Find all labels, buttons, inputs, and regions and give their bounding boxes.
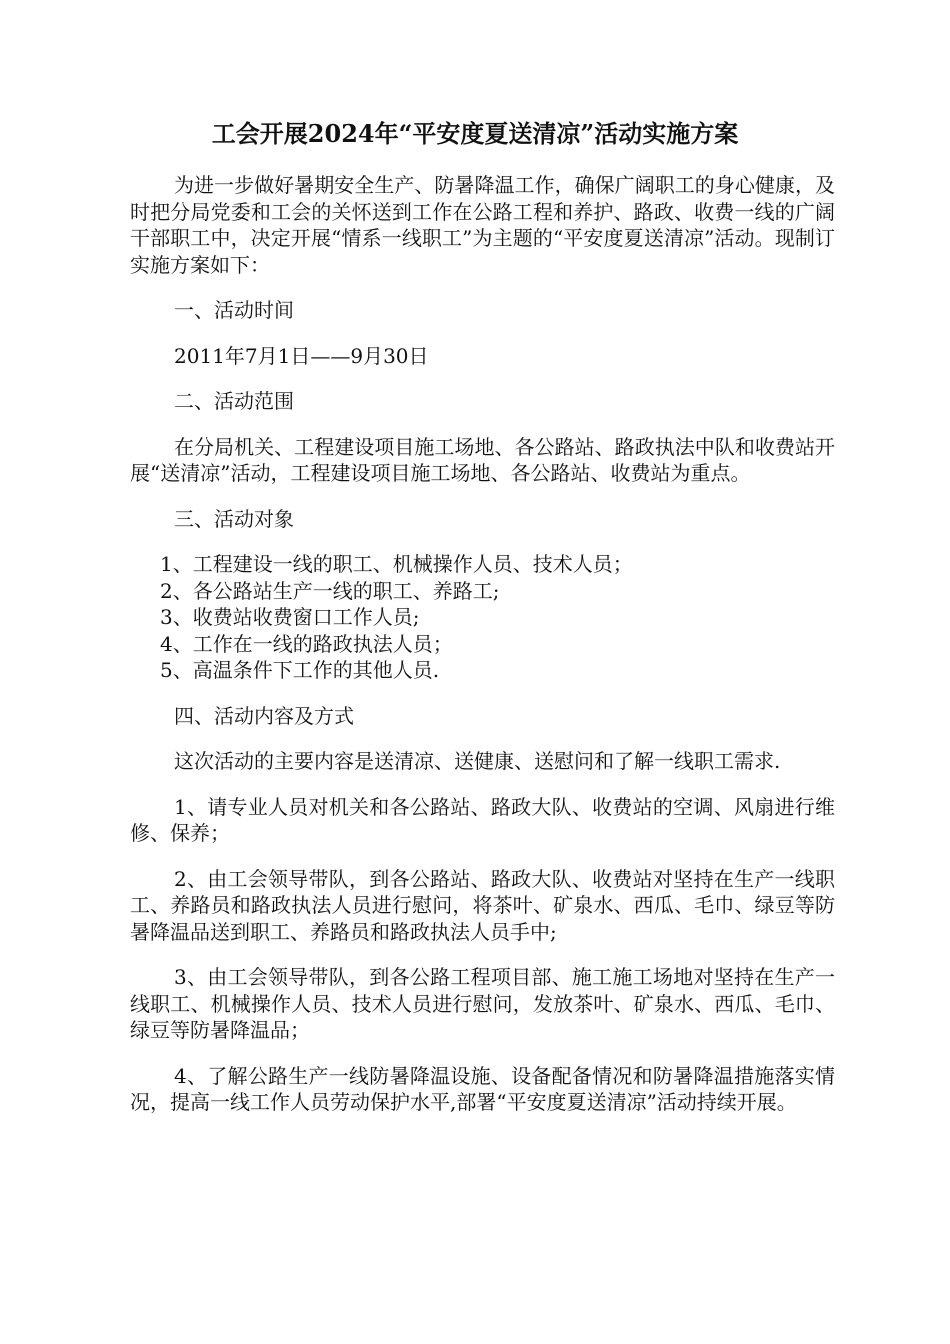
targets-list: [130, 551, 835, 684]
list-item: 3、收费站收费窗口工作人员;: [160, 605, 420, 629]
document-body: [130, 172, 835, 1135]
list-item: 4、工作在一线的路政执法人员；: [160, 631, 453, 656]
intro-paragraph: 为进一步做好暑期安全生产、防暑降温工作，确保广阔职工的身心健康，及时把分局党委和工会的关怀送到工作在公路工程和养护、路政、收费一线的广阔干部职工中，决定开展“情系一线职工”为主题的“平安度夏送清凉”活动。现制订实施方案如下：: [130, 173, 835, 277]
section-heading-scope: 二、活动范围: [174, 389, 294, 413]
content-item-paragraph: 3、由工会领导带队，到各公路工程项目部、施工施工场地对坚持在生产一线职工、机械操作人员、技术人员进行慰问，发放茶叶、矿泉水、西瓜、毛巾、绿豆等防暑降温品；: [130, 965, 835, 1042]
list-item: 1、工程建设一线的职工、机械操作人员、技术人员；: [160, 552, 633, 576]
activity-scope-text: 在分局机关、工程建设项目施工场地、各公路站、路政执法中队和收费站开展“送清凉”活动，工程建设项目施工场地、各公路站、收费站为重点。: [130, 434, 835, 485]
section-heading-time: 一、活动时间: [174, 298, 294, 322]
section-heading-content: 四、活动内容及方式: [174, 703, 354, 728]
content-summary-paragraph: 这次活动的主要内容是送清凉、送健康、送慰问和了解一线职工需求.: [174, 749, 781, 773]
activity-time-text: 2011年7月1日——9月30日: [174, 343, 429, 368]
content-item-paragraph: 2、由工会领导带队，到各公路站、路政大队、收费站对坚持在生产一线职工、养路员和路政执法人员进行慰问，将茶叶、矿泉水、西瓜、毛巾、绿豆等防暑降温品送到职工、养路员和路政执法人员手中;: [130, 866, 835, 944]
list-item: 5、高温条件下工作的其他人员.: [160, 658, 440, 682]
list-item: 2、各公路站生产一线的职工、养路工;: [160, 578, 500, 603]
content-item-paragraph: 4、了解公路生产一线防暑降温设施、设备配备情况和防暑降温措施落实情况，提高一线工作人员劳动保护水平,部署“平安度夏送清凉”活动持续开展。: [130, 1063, 835, 1114]
section-heading-targets: 三、活动对象: [174, 506, 294, 531]
document-title: 工会开展2024年“平安度夏送清凉”活动实施方案: [211, 119, 739, 148]
content-item-paragraph: 1、请专业人员对机关和各公路站、路政大队、收费站的空调、风扇进行维修、保养；: [130, 794, 835, 845]
